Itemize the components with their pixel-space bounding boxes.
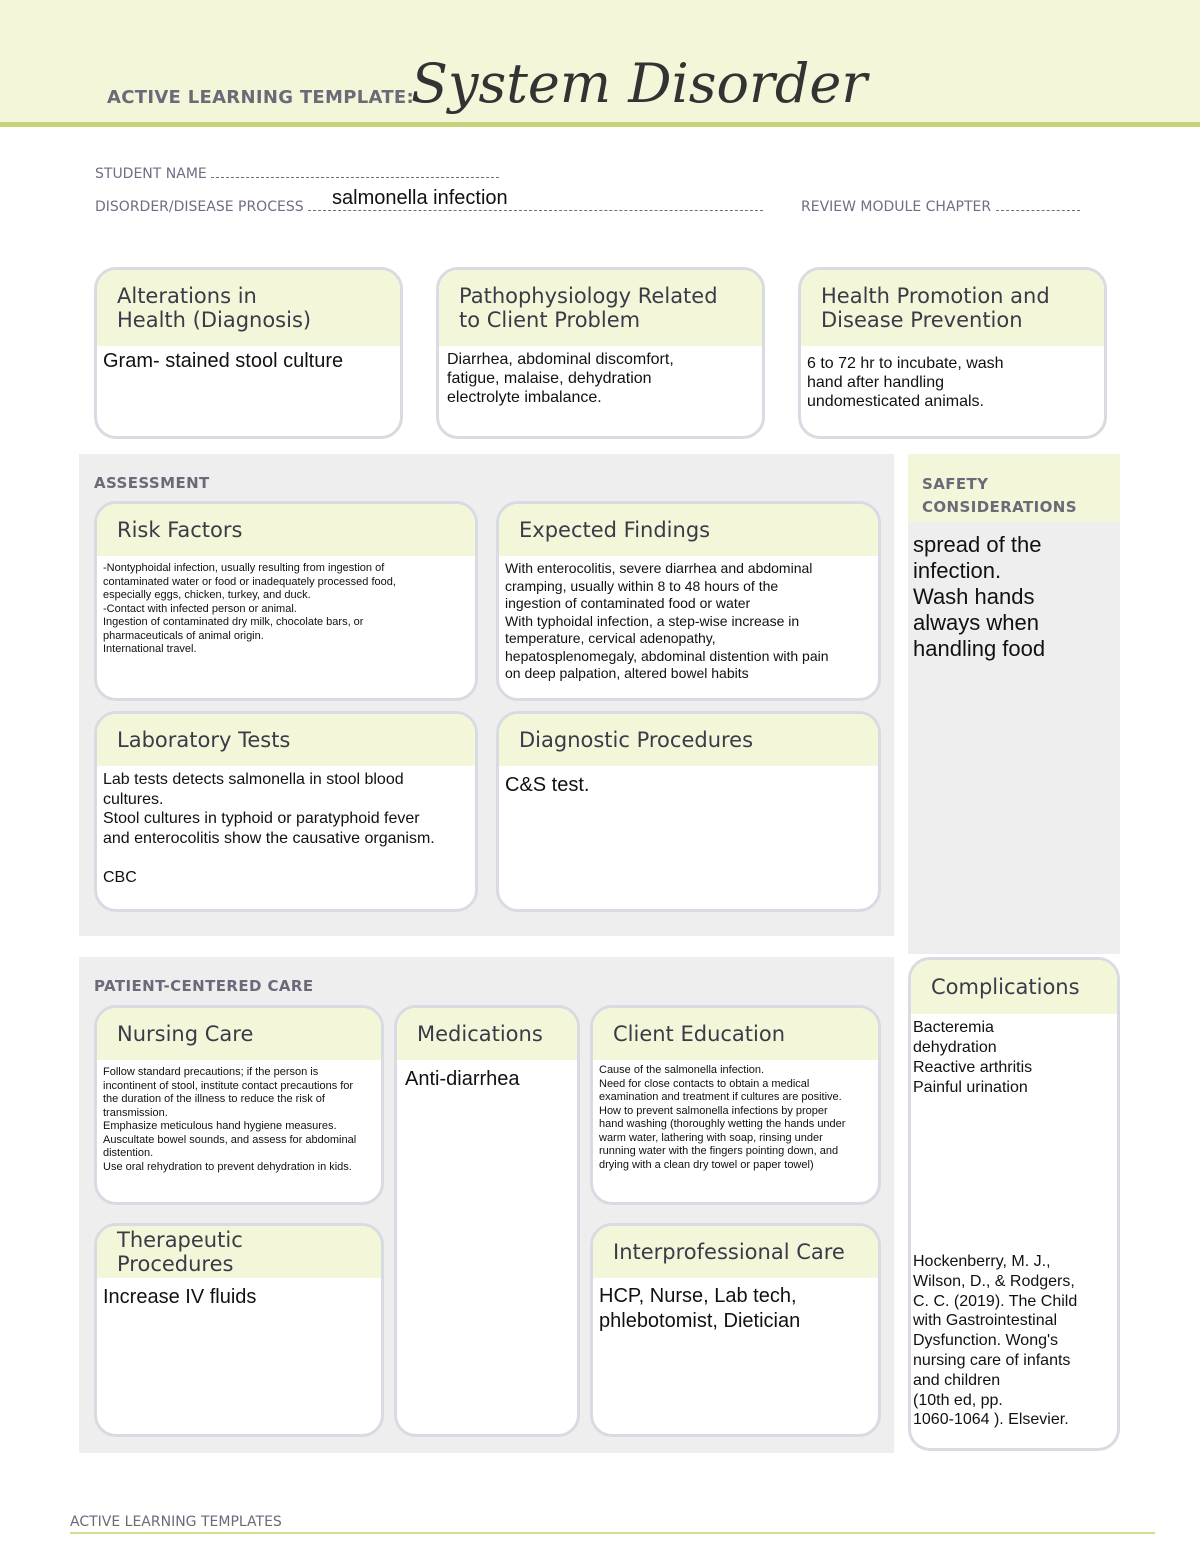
header-rule [0,122,1200,127]
client-education-title: Client Education [593,1008,878,1060]
alterations-title-line2: Health (Diagnosis) [117,308,312,332]
therapeutic-procedures-title: Therapeutic Procedures [97,1226,381,1278]
risk-factors-body: -Nontyphoidal infection, usually resulting from ingestion of contaminated water or food or inadequately processed food, especially eggs, chicken, turkey, and duck. -Contact with infected person or animal. Ingestion of contaminated dry milk, chocolate bars, or pharmaceuticals of animal origin. International travel. [103,562,396,655]
review-chapter-field[interactable] [996,199,1080,211]
therapeutic-procedures-body: Increase IV fluids [103,1286,257,1308]
nursing-care-body: Follow standard precautions; if the person is incontinent of stool, institute contact precautions for the duration of the illness to reduce the risk of transmission. Emphasize meticulous hand hygiene measures. Auscultate bowel sounds, and assess for abdominal distention. Use oral rehydration to prevent dehydration in kids. [103,1066,357,1173]
complications-title: Complications [911,960,1117,1014]
template-label: ACTIVE LEARNING TEMPLATE: [107,87,414,108]
nursing-care-box [94,1005,384,1205]
safety-title [922,473,1077,519]
therapeutic-procedures-box [94,1223,384,1437]
student-name-line [95,166,499,182]
pathophysiology-box [436,267,765,439]
safety-panel [908,454,1120,954]
expected-findings-box [496,501,881,701]
client-education-box [590,1005,881,1205]
pathophysiology-body: Diarrhea, abdominal discomfort, fatigue, malaise, dehydration electrolyte imbalance. [447,351,674,406]
patient-care-title: PATIENT-CENTERED CARE [94,977,314,995]
disorder-label: DISORDER/DISEASE PROCESS [95,199,304,215]
diagnostic-procedures-title: Diagnostic Procedures [499,714,878,766]
safety-title-line2: CONSIDERATIONS [922,498,1077,516]
disorder-value: salmonella infection [332,187,508,209]
health-promotion-title-line2: Disease Prevention [821,308,1023,332]
health-promotion-header [801,270,1104,346]
interprofessional-care-box [590,1223,881,1437]
health-promotion-box [798,267,1107,439]
complications-reference: Hockenberry, M. J., Wilson, D., & Rodgers, C. C. (2019). The Child with Gastrointestinal Dysfunction. Wong's nursing care of infants and children (10th ed, pp. 1060-1064 ). Elsevier. [913,1253,1078,1429]
health-promotion-body: 6 to 72 hr to incubate, wash hand after handling undomesticated animals. [807,355,1004,410]
safety-body: spread of the infection. Wash hands always when handling food [913,532,1046,661]
diagnostic-procedures-box [496,711,881,912]
assessment-title: ASSESSMENT [94,474,210,492]
footer-text: ACTIVE LEARNING TEMPLATES [70,1514,282,1530]
pathophysiology-header [439,270,762,346]
complications-body: Bacteremia dehydration Reactive arthritis Painful urination [913,1019,1033,1096]
risk-factors-box [94,501,478,701]
footer-rule [70,1532,1155,1534]
alterations-header [97,270,400,346]
lab-tests-box [94,711,478,912]
client-education-body: Cause of the salmonella infection. Need for close contacts to obtain a medical examination and treatment if cultures are positive. How to prevent salmonella infections by proper hand washing (thoroughly wetting the hands under warm water, lathering with soap, rinsing under running water with the fingers pointing down, and drying with a clean dry towel or paper towel) [599,1064,846,1171]
nursing-care-title: Nursing Care [97,1008,381,1060]
template-title: System Disorder [411,52,868,115]
review-chapter-line [801,199,1080,215]
lab-tests-body: Lab tests detects salmonella in stool blood cultures. Stool cultures in typhoid or paratyphoid fever and enterocolitis show the causative organism. CBC [103,771,435,886]
alterations-box [94,267,403,439]
alterations-title-line1: Alterations in [117,284,257,308]
safety-title-line1: SAFETY [922,475,989,493]
expected-findings-body: With enterocolitis, severe diarrhea and abdominal cramping, usually within 8 to 48 hours of the ingestion of contaminated food or water With typhoidal infection, a step-wise increase in temperature, cervical adenopathy, hepatosplenomegaly, abdominal distention with pain on deep palpation, altered bowel habits [505,560,829,681]
medications-body: Anti-diarrhea [405,1068,520,1090]
student-name-field[interactable] [211,166,499,178]
complications-box [908,957,1120,1451]
review-chapter-label: REVIEW MODULE CHAPTER [801,199,992,215]
interprofessional-care-title: Interprofessional Care [593,1226,878,1278]
risk-factors-title: Risk Factors [97,504,475,556]
expected-findings-title: Expected Findings [499,504,878,556]
medications-title: Medications [397,1008,577,1060]
health-promotion-title-line1: Health Promotion and [821,284,1050,308]
alterations-body: Gram- stained stool culture [103,350,344,372]
pathophysiology-title-line1: Pathophysiology Related [459,284,718,308]
medications-box [394,1005,580,1437]
interprofessional-care-body: HCP, Nurse, Lab tech, phlebotomist, Dietician [599,1285,801,1332]
pathophysiology-title-line2: to Client Problem [459,308,641,332]
student-name-label: STUDENT NAME [95,166,207,182]
lab-tests-title: Laboratory Tests [97,714,475,766]
diagnostic-procedures-body: C&S test. [505,774,590,796]
